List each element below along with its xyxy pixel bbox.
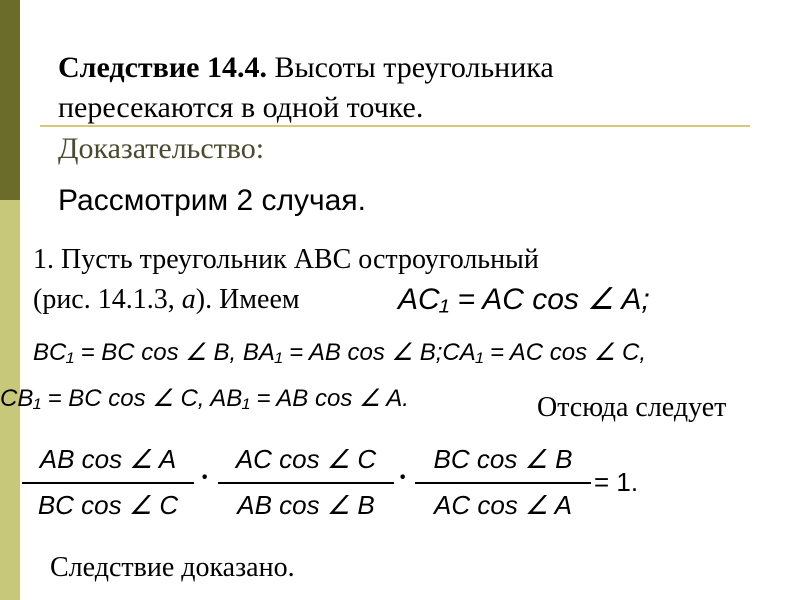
divider-line (40, 125, 750, 127)
proof-label: Доказательство: (58, 132, 265, 165)
fraction-3-bar (415, 482, 591, 484)
hence-text: Отсюда следует (537, 392, 727, 423)
fraction-3 (415, 440, 591, 530)
case1-line2-pre: (рис. 14.1.3, (33, 284, 182, 315)
fraction-1 (22, 440, 194, 530)
equation-bc1-ba1-ca1: BC₁ = BC cos ∠ B, BA₁ = AB cos ∠ B;CA₁ = AC cos ∠ C, (33, 339, 646, 366)
fraction-3-denominator: AC cos ∠ A (434, 490, 572, 520)
fraction-1-numerator: AB cos ∠ A (39, 444, 177, 474)
conclusion-text: Следствие доказано. (50, 552, 295, 583)
equals-one: = 1. (594, 467, 639, 497)
fraction-2 (218, 440, 394, 530)
cases-intro: Рассмотрим 2 случая. (58, 184, 366, 217)
fraction-3-numerator: BC cos ∠ B (433, 444, 573, 474)
fraction-2-numerator: AC cos ∠ C (235, 444, 377, 474)
fraction-1-denominator: BC cos ∠ C (37, 490, 179, 520)
case1-line2-post: ). Имеем (195, 284, 300, 315)
multiply-dot-2: · (398, 462, 408, 493)
equation-ac1: AC₁ = AC cos ∠ A; (398, 283, 650, 316)
corollary-statement-line2: пересекаются в одной точке. (58, 91, 424, 124)
fraction-1-bar (22, 482, 194, 484)
corollary-title (58, 48, 554, 128)
corollary-number: Следствие 14.4. (58, 51, 267, 84)
case1-figure-letter: а (181, 284, 196, 315)
case1-line1: 1. Пусть треугольник ABC остроугольный (33, 244, 539, 275)
fraction-2-bar (218, 482, 394, 484)
corollary-statement-line1: Высоты треугольника (274, 51, 554, 84)
fraction-2-denominator: AB cos ∠ B (237, 490, 375, 520)
multiply-dot-1: · (200, 462, 210, 493)
equation-cb1-ab1: CB₁ = BC cos ∠ C, AB₁ = AB cos ∠ A. (0, 385, 409, 412)
decorative-bar-dark (0, 0, 20, 200)
